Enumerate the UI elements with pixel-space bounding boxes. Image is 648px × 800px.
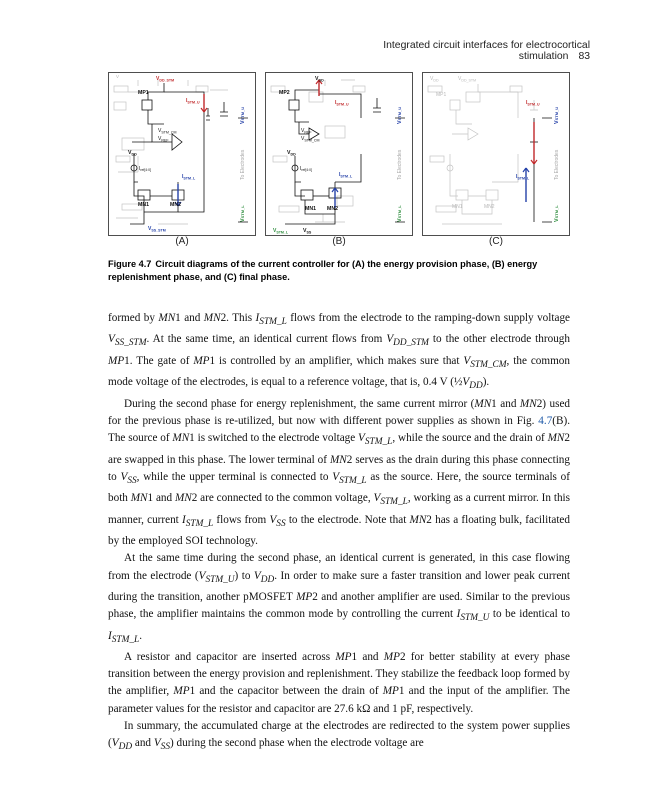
- panel-label-c: (C): [489, 236, 503, 247]
- istm-l-symbol-b: I: [339, 172, 341, 178]
- running-head: [320, 40, 590, 62]
- figure-caption: [108, 258, 578, 284]
- vdd-symbol-b2: V: [287, 150, 291, 156]
- mn1-label-b: MN1: [305, 206, 316, 212]
- paragraph-1: formed by MN1 and MN2. This $I_{STM\_L}$ flows from the electrode to the ramping-down supply voltage $V_{SS\_STM}$. At the same time, an identical current flows from $V_{DD\_STM}$ to the other electrode through MP1. The gate of MP1 is controlled by an amplifier, which makes sure that $V_{STM\_CM}$, the common mode voltage of the electrodes, is equal to a reference voltage, that is, 0.4 V $(\frac{1}{2}V_{DD})$.: [108, 312, 571, 392]
- to-electrodes-label: To Electrodes: [240, 149, 246, 180]
- vstm-cm-symbol: V: [158, 128, 162, 134]
- vstm-l-symbol-b: V: [397, 218, 403, 222]
- vss-stim-symbol: V: [148, 226, 152, 232]
- vdd-symbol-b: V: [315, 76, 319, 82]
- vstm-cm-subscript: STM_CM: [161, 130, 177, 135]
- vdd-subscript-b: DD: [318, 78, 324, 83]
- vdd-stim-subscript-c: DD_STM: [461, 78, 477, 83]
- mn1-label: MN1: [138, 202, 149, 208]
- vstm-u-subscript-b: STM_U: [397, 106, 402, 121]
- vstm-l-subscript-b: STM_L: [397, 205, 402, 219]
- istm-l-subscript-c: STM_L: [517, 176, 530, 181]
- istm-l-symbol-c: I: [516, 174, 518, 180]
- circuit-diagram-b: [265, 72, 413, 236]
- panel-b: [265, 72, 413, 247]
- circuit-diagram-c: [422, 72, 570, 236]
- vstm-l-symbol: V: [240, 218, 246, 222]
- mp1-label-c: MP1: [436, 92, 447, 98]
- vstm-cm-subscript-b: STM_CM: [304, 138, 320, 143]
- vref-symbol-b: V: [301, 128, 305, 134]
- mn2-label: MN2: [170, 202, 181, 208]
- vref-subscript: REF: [161, 138, 169, 143]
- vstm-l-symbol-b2: V: [273, 228, 277, 234]
- to-electrodes-label-b: To Electrodes: [397, 149, 403, 180]
- body-text: [108, 310, 570, 756]
- svg-text:V: V: [116, 74, 120, 79]
- paragraph-5: In summary, the accumulated charge at the electrodes are redirected to the system power supplies ($V_{DD}$ and $V_{SS}$) during the second phase when the electrode voltage are: [108, 719, 570, 753]
- panel-label-a: (A): [175, 236, 189, 247]
- caption-label: Figure 4.7: [108, 259, 152, 269]
- vref-subscript-b: REF: [304, 130, 312, 135]
- vss-subscript-b: SS: [306, 230, 312, 235]
- mp2-label: MP2: [279, 90, 290, 96]
- paragraph-4: A resistor and capacitor are inserted across MP1 and MP2 for better stability at every phase transition between the energy provision and replenishment. They stabilize the feedback loop formed by the amplifier, MP1 and the capacitor between the drain of MP1 and the input of the amplifier. The parameter values for the resistor and capacitor are 27.6 kΩ and 1 pF, respectively.: [108, 651, 571, 715]
- vdd-symbol: V: [128, 150, 132, 156]
- vstm-l-subscript-c: STM_L: [554, 205, 559, 219]
- vstm-u-subscript: STM_U: [240, 106, 245, 121]
- vstm-u-subscript-c: STM_U: [554, 106, 559, 121]
- mn1-label-c: MN1: [452, 204, 463, 210]
- vstm-cm-symbol-b: V: [301, 136, 305, 142]
- vref-symbol: V: [158, 136, 162, 142]
- running-title: Integrated circuit interfaces for electrocortical stimulation: [383, 40, 590, 62]
- mn2-label-c: MN2: [484, 204, 495, 210]
- istm-u-subscript: STM_U: [187, 100, 200, 105]
- panel-c: [422, 72, 570, 247]
- vss-stim-subscript: SS_STM: [151, 228, 166, 233]
- mp1-label: MP1: [138, 90, 149, 96]
- paragraph-2: During the second phase for energy replenishment, the same current mirror (MN1 and MN2) used for the previous phase is re-utilized, but now with different power supplies as shown in Fig. 4.7(B). The source of MN1 is switched to the electrode voltage $V_{STM\_L}$, while the source and the drain of MN2 are swapped in this phase. The lower terminal of MN2 serves as the drain during this phase connecting to $V_{SS}$, while the upper terminal is connected to $V_{STM\_L}$ as the source. Here, the source terminals of both MN1 and MN2 are connected to the common voltage, $V_{STM\_L}$, working as a current mirror. In this manner, current $I_{STM\_L}$ flows from $V_{SS}$ to the electrode. Note that MN2 has a floating bulk, facilitated by the employed SOI technology.: [108, 397, 571, 548]
- figure-reference-link[interactable]: 4.7: [538, 414, 553, 427]
- istm-u-subscript-b: STM_U: [336, 102, 349, 107]
- istm-u-symbol-c: I: [526, 100, 528, 106]
- istm-u-symbol: I: [186, 98, 188, 104]
- vdd-stim-subscript: DD_STM: [159, 78, 175, 83]
- circuit-diagram-a: [108, 72, 256, 236]
- caption-text: Circuit diagrams of the current controller for (A) the energy provision phase, (B) energy replenishment phase, and (C) final phase.: [108, 259, 538, 282]
- vdd-subscript-c: DD: [433, 78, 439, 83]
- vstm-l-subscript: STM_L: [240, 205, 245, 219]
- figure-4-7: [108, 72, 570, 252]
- paragraph-3: At the same time during the second phase, an identical current is generated, in this case flowing from the electrode $(V_{STM\_U})$ to $V_{DD}$. In order to make sure a faster transition and lower peak current during the transition, another pMOSFET MP2 and another amplifier are used. Similar to the previous phase, the amplifier maintains the common mode by controlling the current $I_{STM\_U}$ to be identical to $I_{STM\_L}$.: [108, 552, 570, 645]
- panel-a: [108, 72, 256, 247]
- page-number: 83: [578, 51, 590, 62]
- istm-u-symbol-b: I: [335, 100, 337, 106]
- istm-u-subscript-c: STM_U: [527, 102, 540, 107]
- vstm-l-subscript-b2: STM_L: [276, 230, 289, 235]
- to-electrodes-label-c: To Electrodes: [554, 149, 560, 180]
- istm-l-subscript: STM_L: [183, 176, 196, 181]
- istm-l-subscript-b: STM_L: [340, 174, 353, 179]
- iref-subscript: ref[4:0]: [140, 168, 151, 173]
- vss-symbol-b: V: [303, 228, 307, 234]
- vstm-u-symbol-c: V: [554, 120, 560, 124]
- iref-subscript-b: ref[4:0]: [301, 168, 312, 173]
- vdd-subscript-b2: DD: [290, 152, 296, 157]
- panel-label-b: (B): [332, 236, 346, 247]
- vstm-u-symbol-b: V: [397, 120, 403, 124]
- mn2-label-b: MN2: [327, 206, 338, 212]
- vdd-symbol-c: V: [430, 76, 434, 82]
- vdd-stim-symbol-c: V: [458, 76, 462, 82]
- vstm-u-symbol: V: [240, 120, 246, 124]
- iref-symbol: I: [139, 166, 141, 172]
- vdd-stim-symbol: V: [156, 76, 160, 82]
- istm-l-symbol: I: [182, 174, 184, 180]
- vdd-subscript: DD: [131, 152, 137, 157]
- vstm-l-symbol-c: V: [554, 218, 560, 222]
- iref-symbol-b: I: [300, 166, 302, 172]
